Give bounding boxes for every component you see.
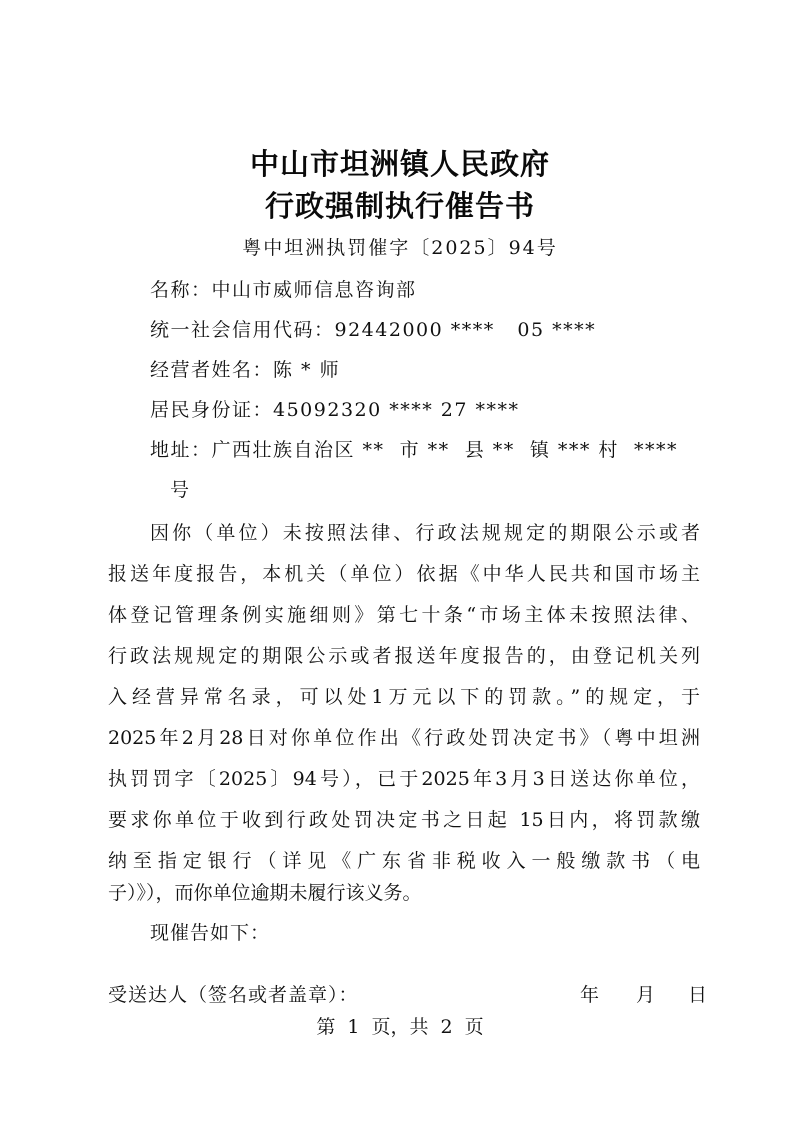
date-day-label: 日 bbox=[688, 984, 708, 1006]
recipient-signature-label: 受送达人（签名或者盖章）： bbox=[108, 984, 359, 1006]
page-indicator: 第 1 页，共 2 页 bbox=[316, 1016, 484, 1038]
body-paragraph-line: 2025年2月28日对你单位作出《行政处罚决定书》（粤中坦洲 bbox=[108, 727, 700, 749]
body-paragraph-line: 纳至指定银行（详见《广东省非税收入一般缴款书（电 bbox=[108, 850, 700, 872]
document-title-line1: 中山市坦洲镇人民政府 bbox=[249, 147, 550, 181]
field-address-continued: 号 bbox=[170, 479, 191, 501]
document-title-line2: 行政强制执行催告书 bbox=[264, 189, 535, 223]
notice-heading: 现催告如下： bbox=[150, 922, 271, 944]
field-credit-code: 统一社会信用代码：92442000 **** 05 **** bbox=[150, 319, 597, 341]
body-paragraph-line: 因你（单位）未按照法律、行政法规规定的期限公示或者 bbox=[150, 522, 700, 544]
body-paragraph-line: 报送年度报告，本机关（单位）依据《中华人民共和国市场主 bbox=[108, 563, 700, 585]
field-address: 地址：广西壮族自治区 ** 市 ** 县 ** 镇 *** 村 **** bbox=[150, 439, 679, 461]
field-operator: 经营者姓名：陈 * 师 bbox=[150, 359, 341, 381]
document-number: 粤中坦洲执罚催字〔2025〕94号 bbox=[242, 237, 558, 259]
field-name: 名称：中山市威师信息咨询部 bbox=[150, 279, 417, 301]
body-paragraph-line: 入经营异常名录，可以处1万元以下的罚款。”的规定，于 bbox=[108, 686, 700, 708]
date-year-label: 年 bbox=[580, 984, 600, 1006]
body-paragraph-line: 子）》），而你单位逾期未履行该义务。 bbox=[108, 882, 422, 904]
body-paragraph-line: 执罚罚字〔2025〕94号），已于2025年3月3日送达你单位， bbox=[108, 768, 700, 790]
field-id-card: 居民身份证：45092320 **** 27 **** bbox=[150, 399, 520, 421]
body-paragraph-line: 要求你单位于收到行政处罚决定书之日起 15日内，将罚款缴 bbox=[108, 809, 700, 831]
body-paragraph-line: 行政法规规定的期限公示或者报送年度报告的，由登记机关列 bbox=[108, 645, 700, 667]
body-paragraph-line: 体登记管理条例实施细则》第七十条“市场主体未按照法律、 bbox=[108, 604, 700, 626]
date-month-label: 月 bbox=[636, 984, 656, 1006]
